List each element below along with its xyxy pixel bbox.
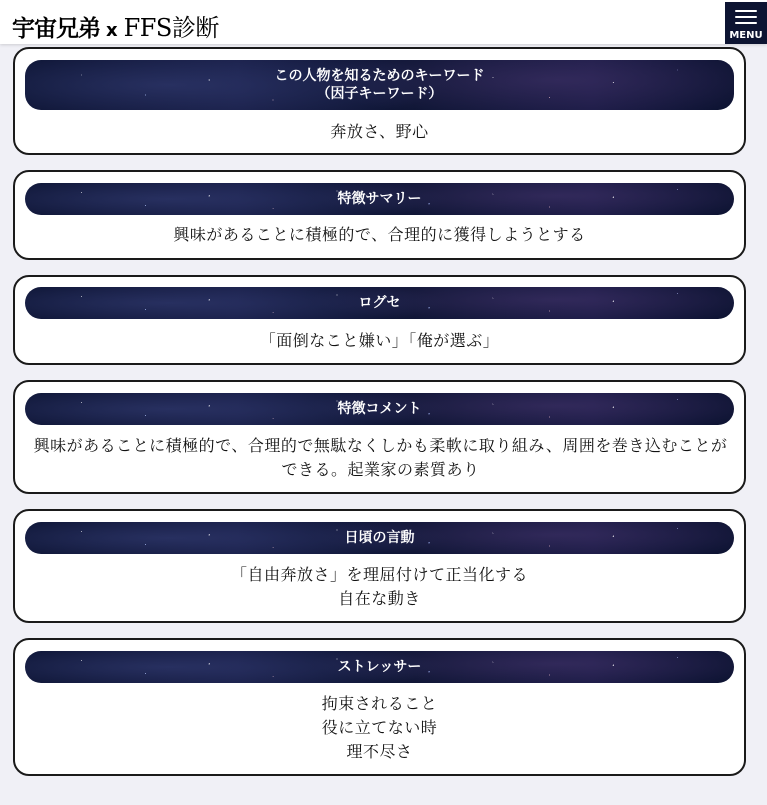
card-comment bbox=[13, 380, 746, 494]
card-catchphrase bbox=[13, 275, 746, 365]
card-title-stressor bbox=[25, 651, 734, 683]
body-line: 役に立てない時 bbox=[321, 718, 438, 737]
logo-ffs: FFS診断 bbox=[123, 14, 219, 42]
card-title-behavior bbox=[25, 522, 734, 554]
card-summary bbox=[13, 170, 746, 260]
card-keyword bbox=[13, 47, 746, 155]
card-body-summary bbox=[25, 223, 734, 247]
body-line: 「自由奔放さ」を理屈付けて正当化する bbox=[230, 565, 528, 584]
card-stressor bbox=[13, 638, 746, 776]
card-title-keyword bbox=[25, 60, 734, 110]
card-behavior bbox=[13, 509, 746, 623]
site-logo[interactable] bbox=[12, 8, 219, 42]
site-header bbox=[0, 0, 767, 44]
body-line: 拘束されること bbox=[321, 694, 438, 713]
menu-label: MENU bbox=[729, 30, 763, 41]
card-body-behavior bbox=[25, 563, 734, 611]
body-line: 自在な動き bbox=[338, 589, 421, 608]
title-line: ストレッサー bbox=[337, 659, 422, 675]
body-line: 興味があることに積極的で、合理的に獲得しようとする bbox=[173, 225, 586, 244]
card-title-catchphrase bbox=[25, 287, 734, 319]
title-line: ログセ bbox=[358, 295, 401, 311]
logo-cross: x bbox=[106, 20, 118, 41]
body-line: 「面倒なこと嫌い」「俺が選ぶ」 bbox=[259, 331, 500, 350]
body-line: 興味があることに積極的で、合理的で無駄なくしかも柔軟に取り組み、周囲を巻き込むことができる。起業家の素質あり bbox=[33, 436, 728, 479]
logo-uchu-kyodai: 宇宙兄弟 bbox=[12, 16, 100, 42]
card-body-keyword bbox=[25, 120, 734, 144]
hamburger-icon bbox=[735, 10, 757, 24]
body-line: 理不尽さ bbox=[346, 742, 413, 761]
card-title-summary bbox=[25, 183, 734, 215]
card-body-catchphrase bbox=[25, 329, 734, 353]
menu-button[interactable] bbox=[725, 2, 767, 44]
title-line: 特徴サマリー bbox=[337, 191, 422, 207]
card-body-stressor bbox=[25, 692, 734, 764]
title-line: 特徴コメント bbox=[337, 401, 422, 417]
title-line: 日頃の言動 bbox=[344, 530, 415, 546]
title-line: （因子キーワード） bbox=[316, 86, 443, 102]
body-line: 奔放さ、野心 bbox=[330, 122, 429, 141]
card-body-comment bbox=[27, 434, 734, 482]
card-title-comment bbox=[25, 393, 734, 425]
title-line: この人物を知るためのキーワード bbox=[274, 68, 485, 84]
